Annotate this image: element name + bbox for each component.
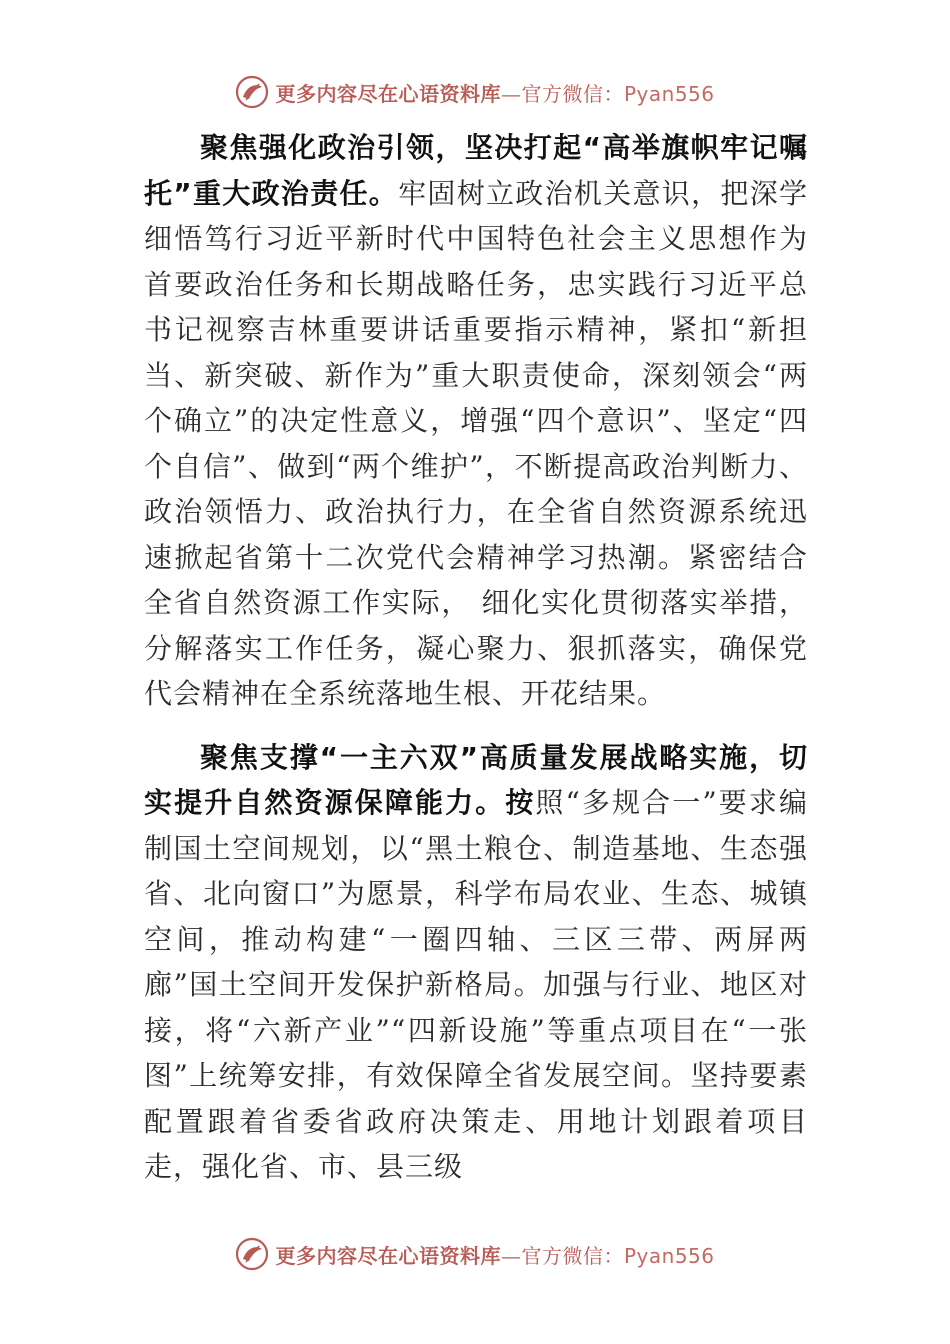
paragraph-1 <box>144 125 808 717</box>
header-dash: — <box>500 81 522 106</box>
footer-wechat-id: Pyan556 <box>623 1243 715 1268</box>
paragraph-1-lead: 聚焦强化政治引领，坚决打起“高举旗帜牢记嘱托”重大政治责任。 <box>144 131 808 210</box>
footer-banner <box>0 1234 950 1274</box>
paragraph-2-body: 照“多规合一”要求编制国土空间规划，以“黑土粮仓、制造基地、生态强省、北向窗口”为愿景，科学布局农业、生态、城镇空间，推动构建“一圈四轴、三区三带、两屏两廊”国土空间开发保护新格局。加强与行业、地区对接，将“六新产业”“四新设施”等重点项目在“一张图”上统筹安排，有效保障全省发展空间。坚持要素配置跟着省委省政府决策走、用地计划跟着项目走，强化省、市、县三级 <box>144 786 808 1183</box>
header-banner <box>0 72 950 112</box>
header-main-text: 更多内容尽在心语资料库 <box>275 81 501 106</box>
footer-text <box>275 1240 714 1269</box>
header-text <box>275 78 714 107</box>
brand-logo-icon <box>235 75 269 109</box>
header-wechat-id: Pyan556 <box>623 81 715 106</box>
paragraph-1-body: 牢固树立政治机关意识，把深学细悟笃行习近平新时代中国特色社会主义思想作为首要政治任务和长期战略任务，忠实践行习近平总书记视察吉林重要讲话重要指示精神，紧扣“新担当、新突破、新作为”重大职责使命，深刻领会“两个确立”的决定性意义，增强“四个意识”、坚定“四个自信”、做到“两个维护”，不断提高政治判断力、政治领悟力、政治执行力，在全省自然资源系统迅速掀起省第十二次党代会精神学习热潮。紧密结合全省自然资源工作实际， 细化实化贯彻落实举措，分解落实工作任务，凝心聚力、狠抓落实，确保党代会精神在全系统落地生根、开花结果。 <box>144 176 808 710</box>
paragraph-2 <box>144 735 808 1190</box>
brand-logo-icon <box>235 1237 269 1271</box>
paragraph-2-lead: 聚焦支撑“一主六双”高质量发展战略实施，切实提升自然资源保障能力。按 <box>144 740 808 819</box>
footer-main-text: 更多内容尽在心语资料库 <box>275 1243 501 1268</box>
footer-dash: — <box>500 1243 522 1268</box>
header-wechat-label: 官方微信： <box>521 81 624 106</box>
footer-wechat-label: 官方微信： <box>521 1243 624 1268</box>
document-body <box>144 125 808 1208</box>
